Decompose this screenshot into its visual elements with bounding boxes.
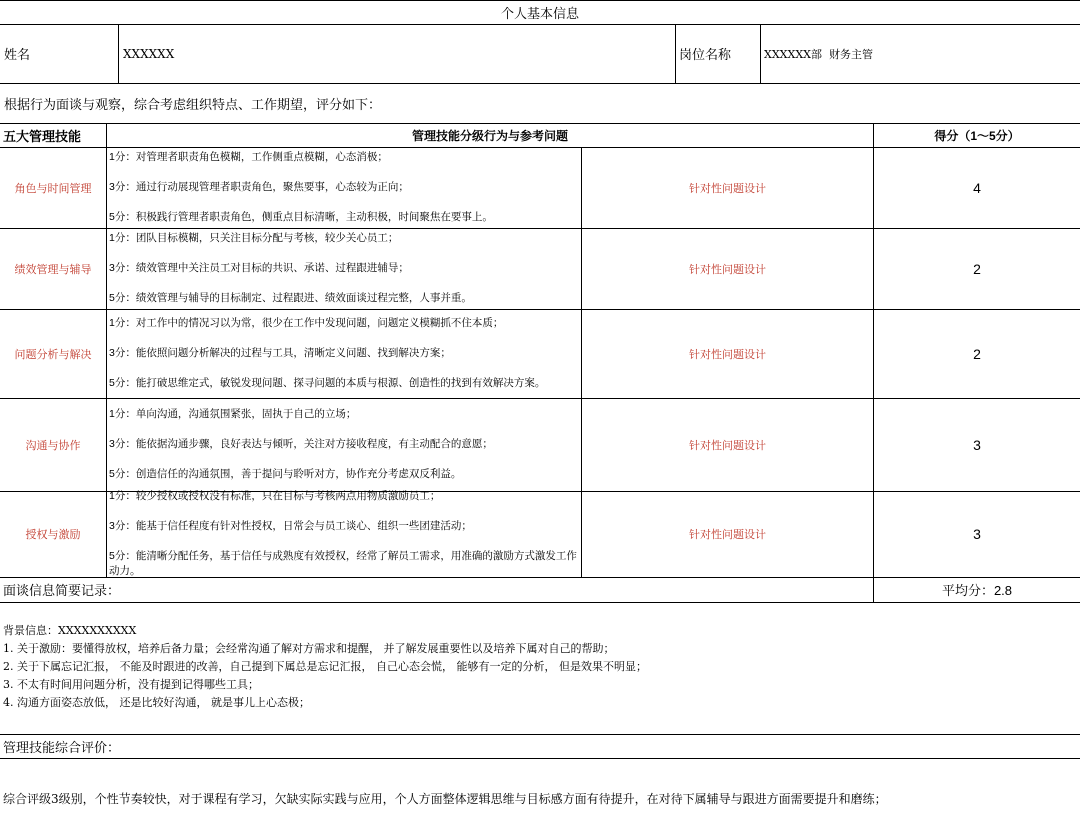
behavior-level-3: 3分：能基于信任程度有针对性授权，日常会与员工谈心、组织一些团建活动；	[109, 520, 472, 532]
note-item: 3. 不太有时间用问题分析，没有提到记得哪些工具；	[3, 678, 259, 691]
skill-name: 绩效管理与辅导	[14, 263, 92, 276]
page-title: 个人基本信息	[500, 6, 579, 22]
col-header-skill: 五大管理技能	[3, 128, 82, 144]
question-link[interactable]: 针对性问题设计	[689, 182, 766, 195]
behavior-level-3: 3分：绩效管理中关注员工对目标的共识、承诺、过程跟进辅导；	[109, 262, 409, 274]
name-value: XXXXXX	[123, 46, 175, 61]
intro-text: 根据行为面谈与观察，综合考虑组织特点、工作期望，评分如下：	[4, 98, 382, 113]
skill-name: 问题分析与解决	[14, 348, 92, 361]
behavior-level-1: 1分：团队目标模糊，只关注目标分配与考核，较少关心员工；	[109, 232, 399, 244]
note-item: 1. 关于激励：要懂得放权，培养后备力量；会经常沟通了解对方需求和提醒， 并了解发展重要性以及培养下属对自己的帮助；	[3, 642, 615, 655]
background-info: 背景信息：XXXXXXXXXX	[3, 624, 137, 637]
skill-name: 沟通与协作	[25, 439, 81, 452]
behavior-level-3: 3分：能依据沟通步骤，良好表达与倾听，关注对方接收程度，有主动配合的意愿；	[109, 438, 493, 450]
behavior-level-5: 5分：能清晰分配任务，基于信任与成熟度有效授权，经常了解员工需求，用准确的激励方式激发工作动力。	[109, 550, 577, 577]
score-value: 2	[973, 345, 981, 362]
behavior-cell	[107, 228, 581, 309]
question-link[interactable]: 针对性问题设计	[689, 348, 766, 361]
score-value: 3	[973, 436, 981, 453]
question-link[interactable]: 针对性问题设计	[689, 263, 766, 276]
behavior-level-5: 5分：绩效管理与辅导的目标制定、过程跟进、绩效面谈过程完整，人事并重。	[109, 292, 472, 304]
note-item: 2. 关于下属忘记汇报， 不能及时跟进的改善，自己提到下属总是忘记汇报， 自己心态会慌， 能够有一定的分析， 但是效果不明显；	[3, 660, 647, 673]
evaluation-label: 管理技能综合评价：	[3, 739, 121, 755]
behavior-level-5: 5分：能打破思维定式，敏锐发现问题、探寻问题的本质与根源、创造性的找到有效解决方案。	[109, 377, 546, 389]
score-value: 2	[973, 260, 981, 277]
question-link[interactable]: 针对性问题设计	[689, 529, 766, 541]
behavior-level-1: 1分：对工作中的情况习以为常，很少在工作中发现问题，问题定义模糊抓不住本质；	[109, 317, 504, 329]
behavior-level-1: 1分：较少授权或授权没有标准，只在目标与考核两点用物质激励员工；	[109, 490, 441, 502]
behavior-cell	[107, 491, 581, 577]
skill-name: 授权与激励	[25, 529, 81, 541]
score-value: 3	[973, 526, 981, 542]
behavior-level-3: 3分：能依照问题分析解决的过程与工具，清晰定义问题、找到解决方案；	[109, 347, 451, 359]
behavior-level-1: 1分：对管理者职责角色模糊，工作侧重点模糊，心态消极；	[109, 151, 388, 163]
position-label: 岗位名称	[679, 48, 732, 63]
skill-name: 角色与时间管理	[14, 182, 92, 195]
interview-notes	[3, 622, 1078, 712]
question-link[interactable]: 针对性问题设计	[689, 439, 766, 452]
behavior-level-3: 3分：通过行动展现管理者职责角色，聚焦要事，心态较为正向；	[109, 181, 409, 193]
average-score: 平均分：2.8	[941, 583, 1013, 598]
name-label: 姓名	[4, 48, 31, 63]
behavior-level-5: 5分：积极践行管理者职责角色，侧重点目标清晰，主动积极，时间聚焦在要事上。	[109, 211, 493, 223]
note-item: 4. 沟通方面姿态放低， 还是比较好沟通， 就是事儿上心态极；	[3, 696, 310, 709]
behavior-cell	[107, 309, 581, 398]
behavior-level-5: 5分：创造信任的沟通氛围，善于提问与聆听对方，协作充分考虑双反利益。	[109, 468, 462, 480]
evaluation-text: 综合评级3级别，个性节奏较快，对于课程有学习，欠缺实际实践与应用，个人方面整体逻辑思维与目标感方面有待提升，在对待下属辅导与跟进方面需要提升和磨练；	[3, 792, 887, 806]
behavior-level-1: 1分：单向沟通，沟通氛围紧张，固执于自己的立场；	[109, 408, 357, 420]
position-value: XXXXXX部 财务主管	[764, 47, 873, 61]
col-header-behavior: 管理技能分级行为与参考问题	[411, 128, 568, 143]
col-header-score: 得分（1～5分）	[934, 128, 1020, 143]
score-value: 4	[973, 179, 981, 196]
interview-label: 面谈信息简要记录：	[3, 583, 121, 598]
